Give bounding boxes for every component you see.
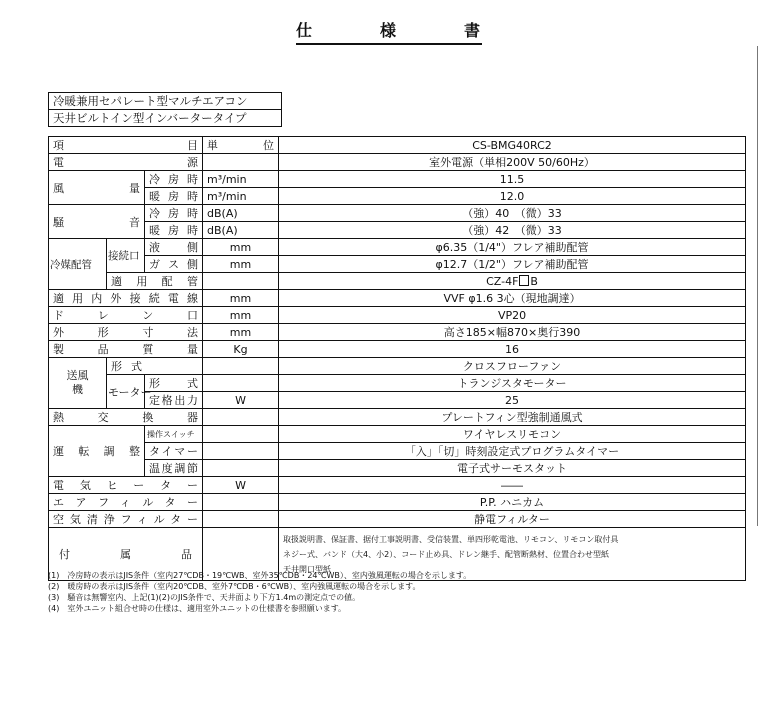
table-row xyxy=(49,358,746,375)
table-row xyxy=(49,409,746,426)
fan-output-value: 25 xyxy=(279,392,746,409)
airflow-cool-label: 冷房時 xyxy=(145,171,203,188)
table-row xyxy=(49,188,746,205)
table-row xyxy=(49,511,746,528)
noise-heat-unit: dB(A) xyxy=(203,222,279,239)
wire-value: VVF φ1.6 3心（現地調達） xyxy=(279,290,746,307)
operation-switch-label: 操作スイッチ xyxy=(145,426,203,443)
footnotes xyxy=(48,570,728,614)
table-row xyxy=(49,290,746,307)
noise-heat-value: （強）42 （微）33 xyxy=(279,222,746,239)
weight-label: 製品質量 xyxy=(49,341,203,358)
accessories-line-1: 取扱説明書、保証書、据付工事説明書、受信装置、単四形乾電池、リモコン、リモコン取付具 xyxy=(283,534,619,544)
table-row xyxy=(49,477,746,494)
fan-motor-type-value: トランジスタモーター xyxy=(279,375,746,392)
product-type-line-2: 天井ビルトイン型インバータータイプ xyxy=(49,109,281,126)
table-row xyxy=(49,324,746,341)
piping-gas-label: ガス側 xyxy=(145,256,203,273)
drain-label: ドレン口 xyxy=(49,307,203,324)
dimensions-unit: mm xyxy=(203,324,279,341)
purifier-unit xyxy=(203,511,279,528)
operation-temp-value: 電子式サーモスタット xyxy=(279,460,746,477)
table-row xyxy=(49,307,746,324)
header-model: CS-BMG40RC2 xyxy=(279,137,746,154)
header-unit: 単位 xyxy=(203,137,279,154)
table-row xyxy=(49,239,746,256)
table-row xyxy=(49,460,746,477)
purifier-label: 空気清浄フィルター xyxy=(49,511,203,528)
piping-liquid-unit: mm xyxy=(203,239,279,256)
weight-value: 16 xyxy=(279,341,746,358)
piping-gas-unit: mm xyxy=(203,256,279,273)
piping-sub-label: 接続口 xyxy=(107,239,145,273)
product-type-line-1: 冷暖兼用セパレート型マルチエアコン xyxy=(53,94,248,108)
heat-exchanger-unit xyxy=(203,409,279,426)
title-char-2: 様 xyxy=(379,21,398,40)
piping-liquid-label: 液側 xyxy=(145,239,203,256)
operation-timer-label: タイマー xyxy=(145,443,203,460)
fan-type-label: 形式 xyxy=(107,358,203,375)
fan-group-label: 送風機 xyxy=(49,358,107,409)
noise-cool-value: （強）40 （微）33 xyxy=(279,205,746,222)
table-row xyxy=(49,341,746,358)
accessories-line-3: 天井開口型紙 xyxy=(283,564,332,574)
operation-timer-unit xyxy=(203,443,279,460)
table-row xyxy=(49,443,746,460)
power-value: 室外電源（単相200V 50/60Hz） xyxy=(279,154,746,171)
airflow-label: 風量 xyxy=(49,171,145,205)
purifier-value: 静電フィルター xyxy=(279,511,746,528)
table-row xyxy=(49,426,746,443)
drain-value: VP20 xyxy=(279,307,746,324)
weight-unit: Kg xyxy=(203,341,279,358)
wire-label: 適用内外接続電線 xyxy=(49,290,203,307)
table-row xyxy=(49,273,746,290)
table-row xyxy=(49,375,746,392)
drain-unit: mm xyxy=(203,307,279,324)
page-edge-line xyxy=(757,46,758,526)
table-row xyxy=(49,494,746,511)
power-unit xyxy=(203,154,279,171)
fan-type-unit xyxy=(203,358,279,375)
fan-motor-type-label: 形式 xyxy=(145,375,203,392)
air-filter-unit xyxy=(203,494,279,511)
footnote-1: (1) 冷房時の表示はJIS条件（室内27℃DB・19℃WB、室外35℃DB・24℃WB）、室内強風運転の場合を示します。 xyxy=(48,571,472,580)
table-row xyxy=(49,154,746,171)
airflow-cool-value: 11.5 xyxy=(279,171,746,188)
dimensions-label: 外形寸法 xyxy=(49,324,203,341)
table-row xyxy=(49,392,746,409)
heater-value: ―― xyxy=(279,477,746,494)
piping-applicable-value xyxy=(279,273,746,290)
airflow-heat-value: 12.0 xyxy=(279,188,746,205)
piping-gas-value: φ12.7（1/2"）フレア補助配管 xyxy=(279,256,746,273)
noise-cool-label: 冷房時 xyxy=(145,205,203,222)
product-type-box xyxy=(48,92,282,127)
piping-applicable-suffix: B xyxy=(530,274,538,288)
header-item: 項目 xyxy=(49,137,203,154)
piping-label: 冷媒配管 xyxy=(49,239,107,290)
fan-output-unit: W xyxy=(203,392,279,409)
airflow-heat-unit: m³/min xyxy=(203,188,279,205)
noise-cool-unit: dB(A) xyxy=(203,205,279,222)
operation-switch-value: ワイヤレスリモコン xyxy=(279,426,746,443)
fan-motor-label: モーター xyxy=(107,375,145,409)
noise-heat-label: 暖房時 xyxy=(145,222,203,239)
footnote-4: (4) 室外ユニット組合せ時の仕様は、適用室外ユニットの仕様書を参照願います。 xyxy=(48,604,347,613)
table-row xyxy=(49,222,746,239)
footnote-3: (3) 騒音は無響室内、上記(1)(2)のJIS条件で、天井面より下方1.4mの測定点での値。 xyxy=(48,593,361,602)
power-label: 電源 xyxy=(49,154,203,171)
operation-temp-unit xyxy=(203,460,279,477)
airflow-cool-unit: m³/min xyxy=(203,171,279,188)
operation-switch-unit xyxy=(203,426,279,443)
heater-unit: W xyxy=(203,477,279,494)
table-row xyxy=(49,137,746,154)
airflow-heat-label: 暖房時 xyxy=(145,188,203,205)
title-char-3: 書 xyxy=(463,21,482,40)
fan-motor-type-unit xyxy=(203,375,279,392)
noise-label: 騒音 xyxy=(49,205,145,239)
heater-label: 電気ヒーター xyxy=(49,477,203,494)
footnote-2: (2) 暖房時の表示はJIS条件（室内20℃DB、室外7℃DB・6℃WB）、室内強風運転の場合を示します。 xyxy=(48,582,421,591)
table-row xyxy=(49,205,746,222)
table-row xyxy=(49,171,746,188)
accessories-label: 付属品 xyxy=(49,528,203,581)
operation-timer-value: 「入」「切」時刻設定式プログラムタイマー xyxy=(279,443,746,460)
heat-exchanger-label: 熱交換器 xyxy=(49,409,203,426)
piping-liquid-value: φ6.35（1/4"）フレア補助配管 xyxy=(279,239,746,256)
air-filter-value: P.P. ハニカム xyxy=(279,494,746,511)
operation-label: 運転調整 xyxy=(49,426,145,477)
fan-type-value: クロスフローファン xyxy=(279,358,746,375)
table-row xyxy=(49,256,746,273)
piping-applicable-prefix: CZ-4F xyxy=(486,274,519,288)
heat-exchanger-value: プレートフィン型強制通風式 xyxy=(279,409,746,426)
wire-unit: mm xyxy=(203,290,279,307)
page-title xyxy=(296,18,482,45)
piping-applicable-unit xyxy=(203,273,279,290)
blank-square-icon xyxy=(519,275,529,286)
air-filter-label: エアフィルター xyxy=(49,494,203,511)
title-char-1: 仕 xyxy=(296,21,315,40)
spec-table xyxy=(48,136,746,581)
dimensions-value: 高さ185×幅870×奥行390 xyxy=(279,324,746,341)
piping-applicable-label: 適用配管 xyxy=(107,273,203,290)
accessories-line-2: ネジー式、バンド（大4、小2）、コード止め具、ドレン継手、配管断熱材、位置合わせ型紙 xyxy=(283,549,609,559)
operation-temp-label: 温度調節 xyxy=(145,460,203,477)
fan-output-label: 定格出力 xyxy=(145,392,203,409)
